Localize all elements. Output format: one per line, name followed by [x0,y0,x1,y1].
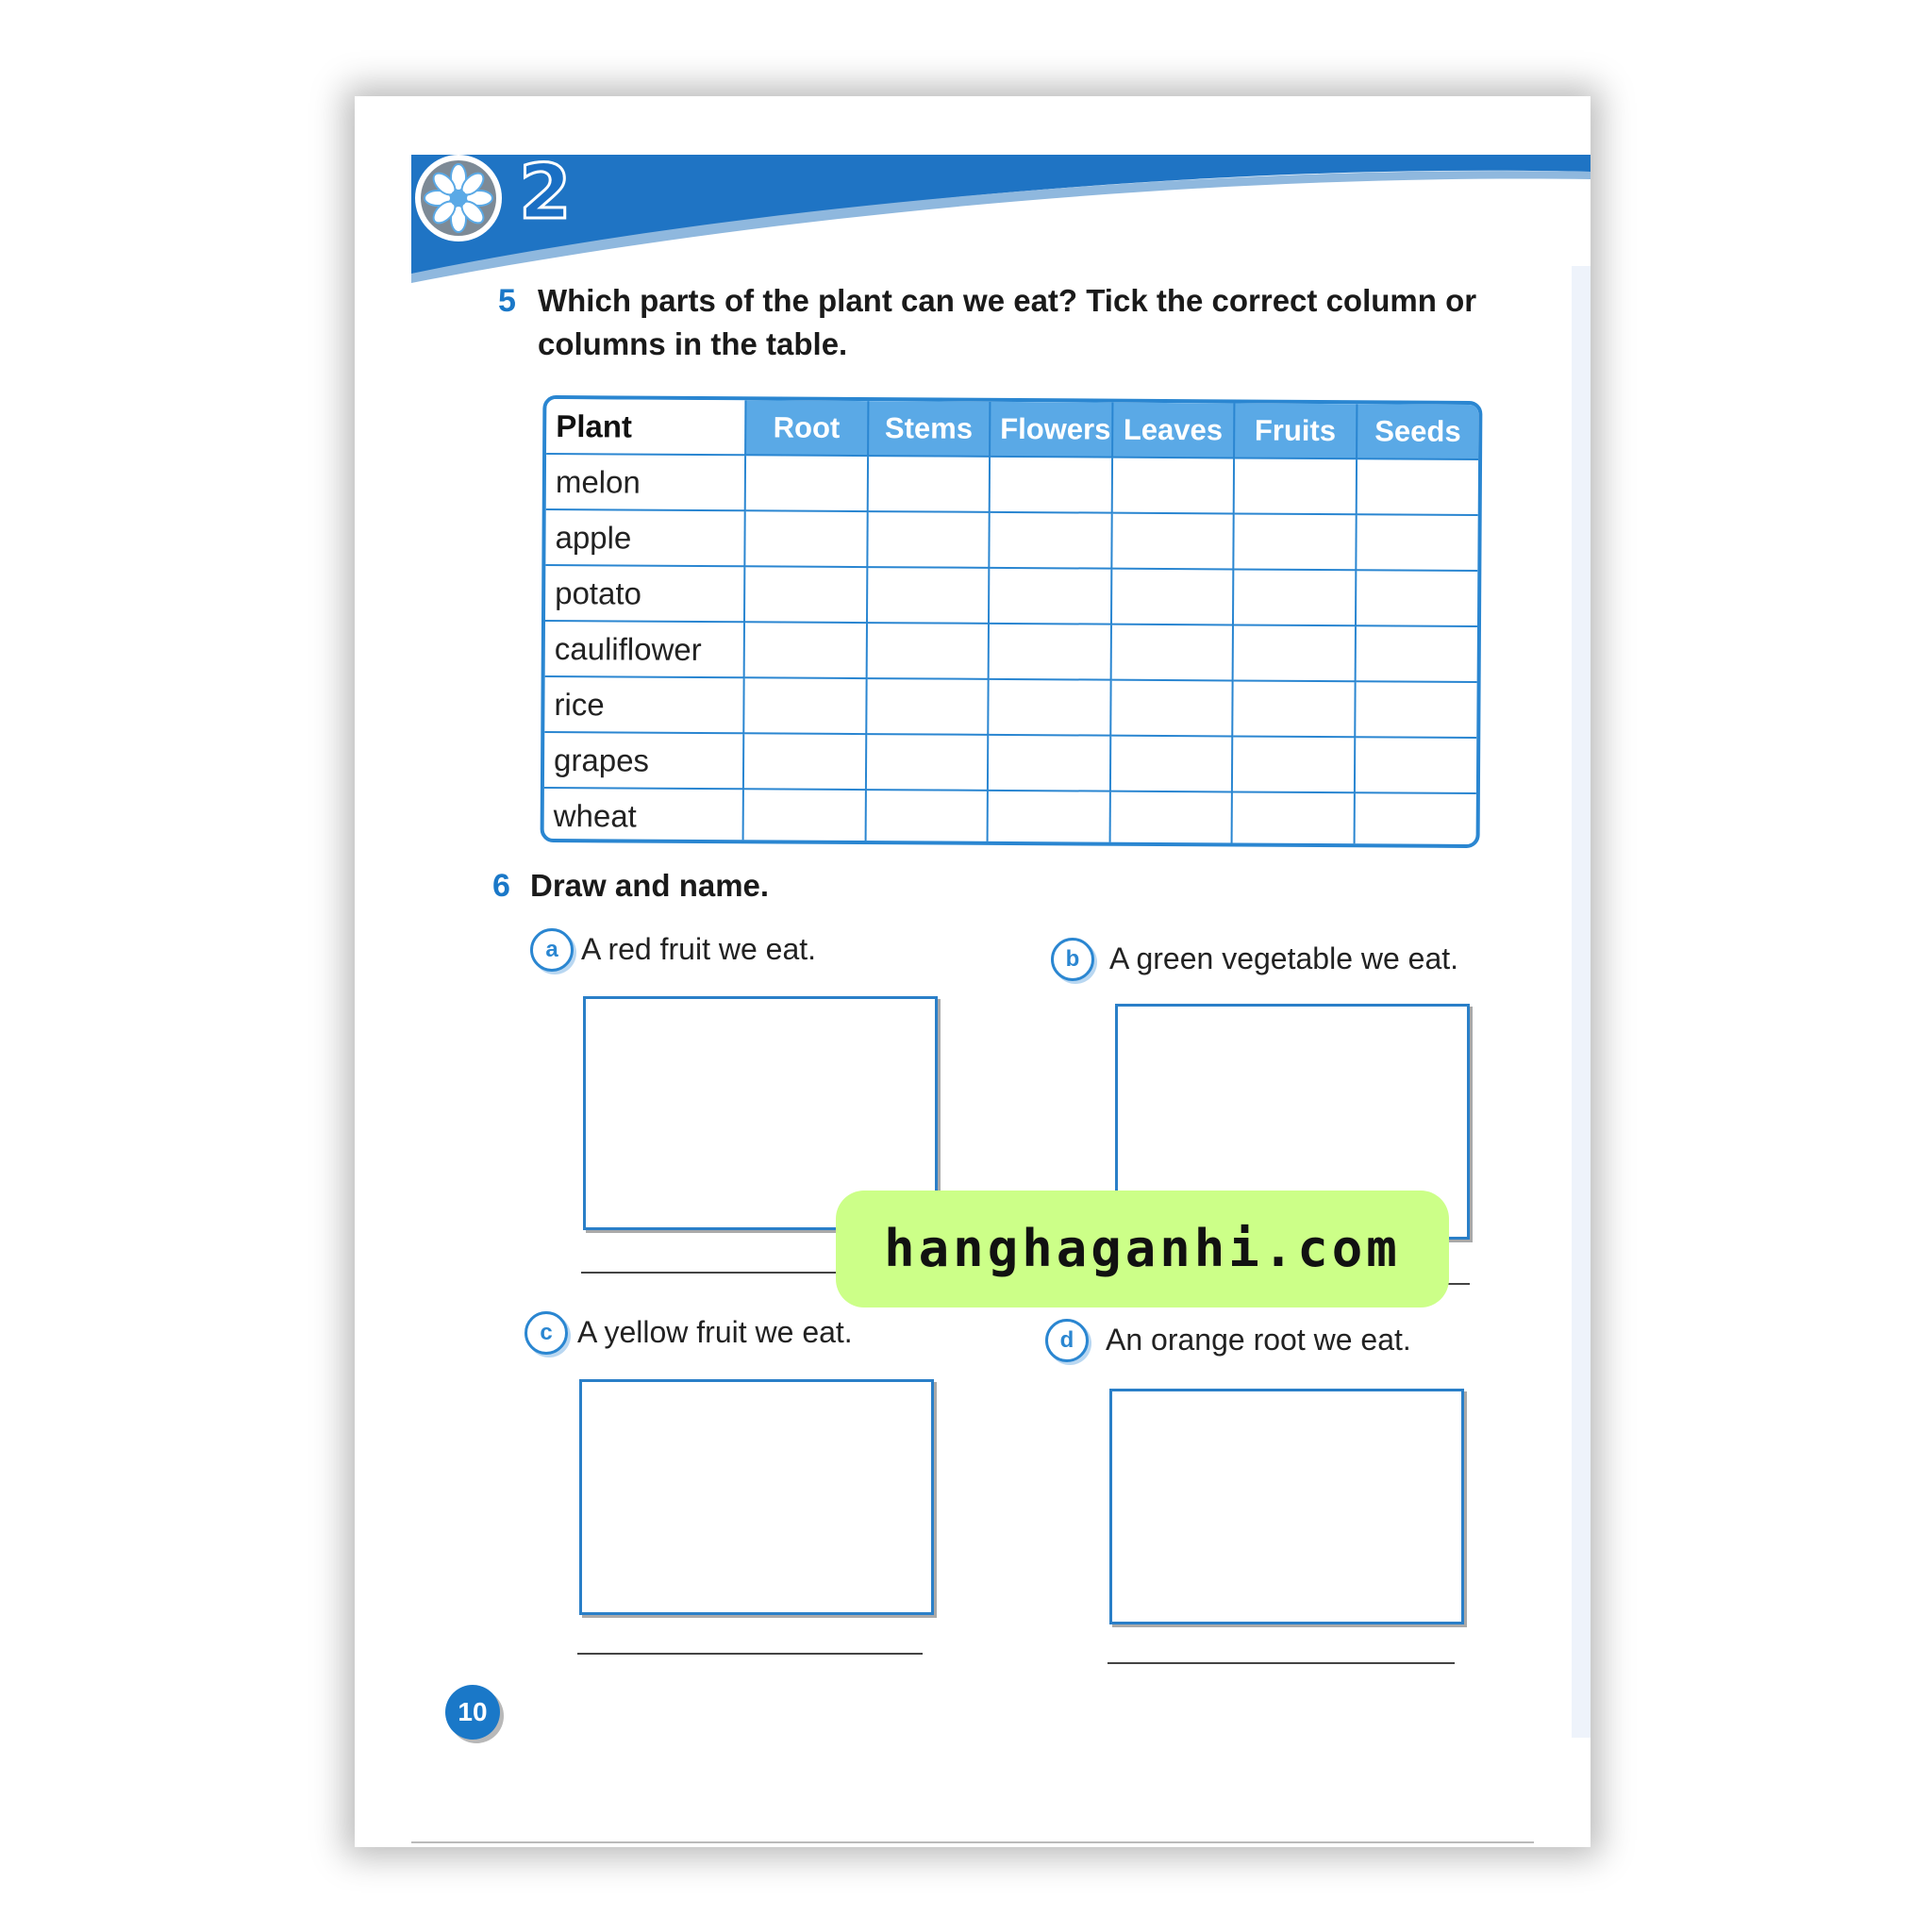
tick-cell[interactable] [743,789,866,844]
workbook-page [355,96,1591,1847]
tick-cell[interactable] [867,511,990,568]
page-number: 10 [445,1685,500,1740]
tick-cell[interactable] [1232,736,1355,792]
tick-cell[interactable] [745,455,868,511]
bottom-rule [411,1841,1534,1843]
tick-cell[interactable] [1232,680,1355,737]
column-header-fruits: Fruits [1234,403,1357,458]
table-row [546,454,1478,515]
question-6-number: 6 [492,868,510,904]
question-5-line-2: columns in the table. [538,326,848,361]
plant-column-header: Plant [546,399,745,455]
tick-cell[interactable] [1110,680,1233,737]
table-row [544,676,1476,738]
tick-cell[interactable] [866,623,989,679]
tick-cell[interactable] [988,791,1110,846]
item-d-text: An orange root we eat. [1106,1323,1411,1357]
tick-cell[interactable] [867,456,990,512]
tick-cell[interactable] [1110,569,1233,625]
table-row [545,621,1477,682]
item-c-label: c [525,1311,568,1355]
tick-cell[interactable] [1109,736,1232,792]
tick-cell[interactable] [744,510,867,567]
tick-cell[interactable] [1111,513,1234,570]
tick-cell[interactable] [1111,458,1234,514]
tick-cell[interactable] [744,566,867,623]
tick-cell[interactable] [743,677,866,734]
tick-cell[interactable] [1232,791,1355,847]
column-header-leaves: Leaves [1112,403,1235,458]
tick-cell[interactable] [1354,737,1476,793]
tick-cell[interactable] [1355,625,1477,682]
tick-cell[interactable] [866,678,989,735]
tick-cell[interactable] [1355,570,1477,626]
plant-name-cell: potato [545,565,744,622]
drawing-box-d[interactable] [1109,1389,1464,1624]
unit-number: 2 [519,148,572,236]
answer-line-d[interactable] [1108,1662,1455,1664]
question-5-text [538,279,1476,366]
plant-name-cell: grapes [544,732,743,789]
item-a-label: a [530,928,574,972]
table-header-row [546,399,1478,459]
question-6-text: Draw and name. [530,868,770,903]
table-row [545,565,1477,626]
tick-cell[interactable] [1110,625,1233,681]
question-5-line-1: Which parts of the plant can we eat? Tick the correct column or [538,283,1477,318]
item-a-text: A red fruit we eat. [581,932,817,966]
plant-name-cell: cauliflower [545,621,744,677]
column-header-root: Root [745,400,868,456]
item-d-label: d [1045,1319,1089,1362]
table-row [544,788,1476,848]
plant-name-cell: apple [545,509,744,566]
item-c-text: A yellow fruit we eat. [577,1315,853,1349]
tick-cell[interactable] [989,568,1111,625]
tick-cell[interactable] [865,790,988,845]
page-edge-shade [1572,266,1591,1738]
plant-name-cell: melon [546,454,745,510]
plant-parts-table [544,399,1479,848]
question-5-number: 5 [498,283,516,319]
tick-cell[interactable] [989,624,1111,680]
tick-cell[interactable] [1233,625,1356,681]
tick-cell[interactable] [990,457,1112,513]
item-b-text: A green vegetable we eat. [1109,941,1459,975]
answer-line-c[interactable] [577,1653,923,1655]
tick-cell[interactable] [989,512,1111,569]
table-row [544,732,1476,793]
tick-cell[interactable] [743,733,866,790]
tick-cell[interactable] [1233,513,1356,570]
tick-cell[interactable] [865,734,988,791]
tick-cell[interactable] [1356,514,1478,571]
tick-cell[interactable] [1354,792,1476,848]
column-header-stems: Stems [868,401,991,457]
flower-icon [413,153,504,243]
column-header-seeds: Seeds [1357,404,1479,459]
table-row [545,509,1477,571]
tick-cell[interactable] [988,679,1110,736]
tick-cell[interactable] [1233,569,1356,625]
tick-cell[interactable] [744,622,867,678]
column-header-flowers: Flowers [990,402,1112,458]
tick-cell[interactable] [1234,458,1357,514]
tick-cell[interactable] [988,735,1110,791]
plant-name-cell: rice [544,676,743,733]
drawing-box-c[interactable] [579,1379,934,1615]
tick-cell[interactable] [866,567,989,624]
plant-parts-table-frame [541,395,1483,848]
tick-cell[interactable] [1109,791,1232,847]
plant-name-cell: wheat [544,788,743,843]
tick-cell[interactable] [1355,681,1477,738]
item-b-label: b [1051,938,1094,981]
watermark-banner: hanghaganhi.com [836,1191,1449,1307]
tick-cell[interactable] [1356,458,1478,515]
